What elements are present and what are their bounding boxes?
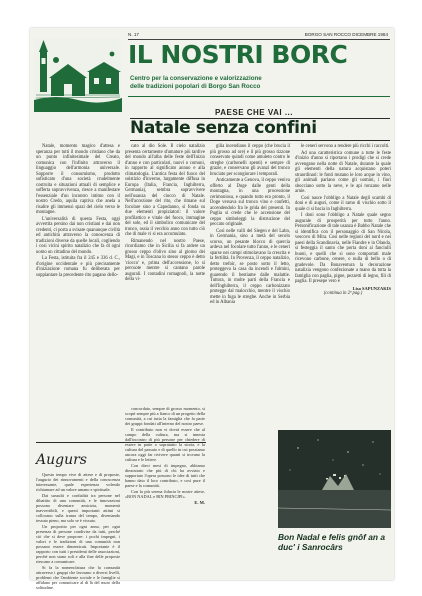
col2-paragraph: Rimanendo nel nostro Paese, ricordiamo che in Sicilia si fa ardere un grosso ceppo d'olivo sino al giorno dei Magi, e in Toscana lo stesso ceppo è detto 'ciocco' e, prima dell'accensione, lo si percuote mentre si cantano parole augurali. I contadini romagnoli, la notte della vi- xyxy=(125,238,205,282)
auguri-paragraph: Dai sussulti e cordialità tra persone nel dibattito di una comunità, e le innovazioni possono diventare amicizia, momenti inavvertibili, e questi importanti attimi si collocano sulla trama del tempo, diventando tessuto pieno, ma solo se è vissuto. xyxy=(36,493,120,523)
article-column-1 xyxy=(36,144,120,440)
col3-paragraph: gilia incendiano il ceppo (che brucia il più grosso ad ore) e il più grosso tizzone conservato quindi come amuleto contro le streghe (carbonelli spenti) e sempre di grazie, e conservano gli avanzi del tronco bruciato per scongiurare i temporali. xyxy=(210,144,290,177)
col1-paragraph: L'universalità di questa Festa, oggi avvertita persino dai non cristiani e dai non credenti, ci porta a svisare quanunque civiltà ed antichità attraverso la conoscenza di tradizioni diverse da quelle locali, cogliendo i cosi vicini spirito natalizio che fa di ogni uomo un cittadino del mondo. xyxy=(36,216,120,255)
col4-paragraph: I doni sono l'obbligo a Natale quale segno augurale di prosperità per tutto l'anno. Personificazione di tale usanza è Babbo Natale che si identifica con il personaggio di San Nicola, vescovo di Mira. Così nelle regioni del nord e nei paesi della Scandinavia, nelle Fiandre e in Olanda, si festeggia il santo che porta doni ai fanciulli buoni, e quelli che si sono comportati male ricevono carbone, cenere, o nulla di bello o di gradevole. Da Bonaventura la decorazione natalizia vengono confezionate a mano da tutta la famiglia con paglia, pigne, pezzetti di legno, fili di paglia. Il presepe vero è xyxy=(295,213,391,284)
issue-number: N. 17 xyxy=(128,32,139,37)
auguri-paragraph: Un proposito per ogni anno, per ogni presenza di persone condivise da tutti, perché ciò che si deve proporre: i pochi impegni, i valori e le tradizioni di una comunità non possano essere dimenticati. Importante è il rapporto con tutti i presidenti delle associazioni, perché non siano soli e alla fine delle proposte riescano a comunicare. xyxy=(36,524,120,564)
headline: Natale senza confini xyxy=(130,118,317,138)
newspaper-page xyxy=(30,28,394,590)
auguri-closing: Con la più serena fiducia le nostre attese, «BON NADAL e BIN PRINCIPI». xyxy=(125,489,205,499)
article-column-4 xyxy=(295,144,391,424)
col1-paragraph: Natale, momento magico d'attesa e speranza per tutti il mondo cristiano che da un punto infinitesimale del Creato, comunica con l'infinito attraverso il linguaggio dell'armonia universale. Sopporre il consumismo, prodotto sofisticato d'una società crudelmente costruita e situazioni attuali di semplice e sofferta sopravvivenza, riesce a manifestare l'essenziale d'un incontro intimo con il nostro Credo, aquila captiva che anela a risalire gli immensi spazi del cielo verso le montagne. xyxy=(36,144,120,215)
auguri-column-1 xyxy=(36,472,120,590)
headline-rule xyxy=(130,140,390,141)
col4-paragraph: le ceneri servono a rendere più ricchi i raccolti. xyxy=(301,144,390,149)
col3-paragraph: Così nelle valli del Siegen e del Lahn, in Germania, sino a metà del secolo scorso, un pesante blocco di quercia ardeva nel focolare tutto l'anno, e le ceneri sparse nei campi stimolavano la crescita e la fertilità. In Provenza, il ceppo natalizio, detto trefoir, se posto sotto il letto, proteggeva la casa da incendi e fulmini, guarendo il bestiame dalle malattie. Tuttora, in molte parti della Francia e dell'Inghilterra, il ceppo carbonizzato protegge dal malocchio, mentre il vischio mette in fuga le streghe. Anche in Serbia ed in Albania xyxy=(210,228,290,305)
col4-paragraph: Ad una caratteristica comune a tutte le feste d'inizio d'anno si riportano i prodigi che si crede avvengano nella notte di Natale, durante la quale gli elementi della natura acquistano poteri straordinari: le fonti mutano le loro acque in vino, gli animali parlano come gli uomini, i fiori sbocciano sotto la neve, e le api ronzano nelle arnie. xyxy=(295,150,391,194)
article-column-3 xyxy=(210,144,290,440)
auguri-initials: E. M. xyxy=(194,500,205,505)
masthead-rule xyxy=(128,96,390,97)
photo-caption: Bon Nadal e felis gnôf an a duc' i Sanrocârs xyxy=(278,532,386,552)
auguri-title: Augurs xyxy=(36,452,87,468)
col2-paragraph: cato al dio Sole. Il cielo natalizio presenta certamente sfumature più tardive del mondo all'alba delle feste dell'Inizio d'anno e con particolari, nuovi o comuni, in rapporto al significato annuo e alla climatologia. L'antica festa del fuoco del solstizio d'inverno, largamente diffusa in Europa (Italia, Francia, Inghilterra, Germania), sembra sopravvivere nell'usanza del ciocco di Natale. Nell'accezione del rito, che rimane sul focolare sino a Capodanno, si fonda su due elementi propiziatori: il valore profilattico e vitale del fuoco, immagine del sole, ed il simbolico comunicare del tronco, ossia il vecchio anno con tutto ciò che di male vi si era accumulato. xyxy=(125,144,205,237)
masthead-subtitle-1: Centro per la conservazione e valorizzazione xyxy=(130,75,262,82)
masthead-title: IL NOSTRI BORC xyxy=(128,40,348,69)
auguri-paragraph: Con dieci mesi di impegno, abbiamo dimostrato che più di chi ha avviato e supportato l'opera possono le idee di tutti che hanno dato il loro contributo, e così pure il paese e la comunità. xyxy=(125,463,205,488)
auguri-paragraph: Questo tempo vive di attese e di proposte, l'augurio dei rinnovamenti e della conoscenza interessante, quale esperienza volendo richiamare ad un valore umano e spirituale. xyxy=(36,472,120,492)
night-village-photo xyxy=(278,430,391,528)
masthead-subtitle-2: delle tradizioni popolari di Borgo San Rocco xyxy=(130,83,261,90)
auguri-paragraph: concordato, sempre di grosso momento, si scoprì sempre più a fianco di un progetto della comunità, a cui tutta la famiglia che fa parte dei gruppi fondati all'interno del nostro paese. xyxy=(125,406,205,426)
author-signature: Lisa SAPUNZAKIS xyxy=(352,285,391,291)
issue-date: BORGO SAN ROCCO DICEMBRE 1984 xyxy=(304,32,388,37)
section-label: PAESE CHE VAI ... xyxy=(215,108,293,117)
col4-paragraph: Così nasce l'obbligo a Natale degli scambi di doni e di auguri, come il ramo di vischio sotto il quale ci si bacia in Inghilterra. xyxy=(295,195,391,212)
auguri-paragraph: Il contributo non vi dovrà essere che al campo della cultura, ma si innesta dall'incontro di più persone per chiedere di essere in parte o sopratutto la storia, e la cultura del passato e di quello in cui possiamo ancora oggi far rivivere quanti si trovano la cultura e le lettere. xyxy=(125,427,205,462)
col3-paragraph: Anticamente a Genova, il ceppo veniva offerto al Doge dalle genti della montagna, in una processione cerimoniosa, e quando tutto era pronto, il Doge versava sul tronco vino e confetti, accendendolo fra le grida del presenti. In Puglia si crede che le accensione del ceppo simboleggi la distruzione del peccato originale. xyxy=(210,178,290,227)
auguri-paragraph: Si fa la nomenclatura che la comunità attraverso i gruppi che lavorano a diversi livelli, problemi che l'ambiente sociale e le famiglie si affidano per comunicare al di là del muro della solitudine. xyxy=(36,565,120,590)
auguri-column-2 xyxy=(125,406,205,572)
continued-note: (continua in 2ª pag.) xyxy=(323,291,363,296)
article-column-2 xyxy=(125,144,205,400)
church-illustration xyxy=(34,38,122,112)
col1-paragraph: La Festa, istituita fra il 245 e 336 d. C., d'origine occidentale e più precisamente d'iniziazione romana fu deliberata per soppiantare la precedente rito pagano dello- xyxy=(36,256,120,278)
